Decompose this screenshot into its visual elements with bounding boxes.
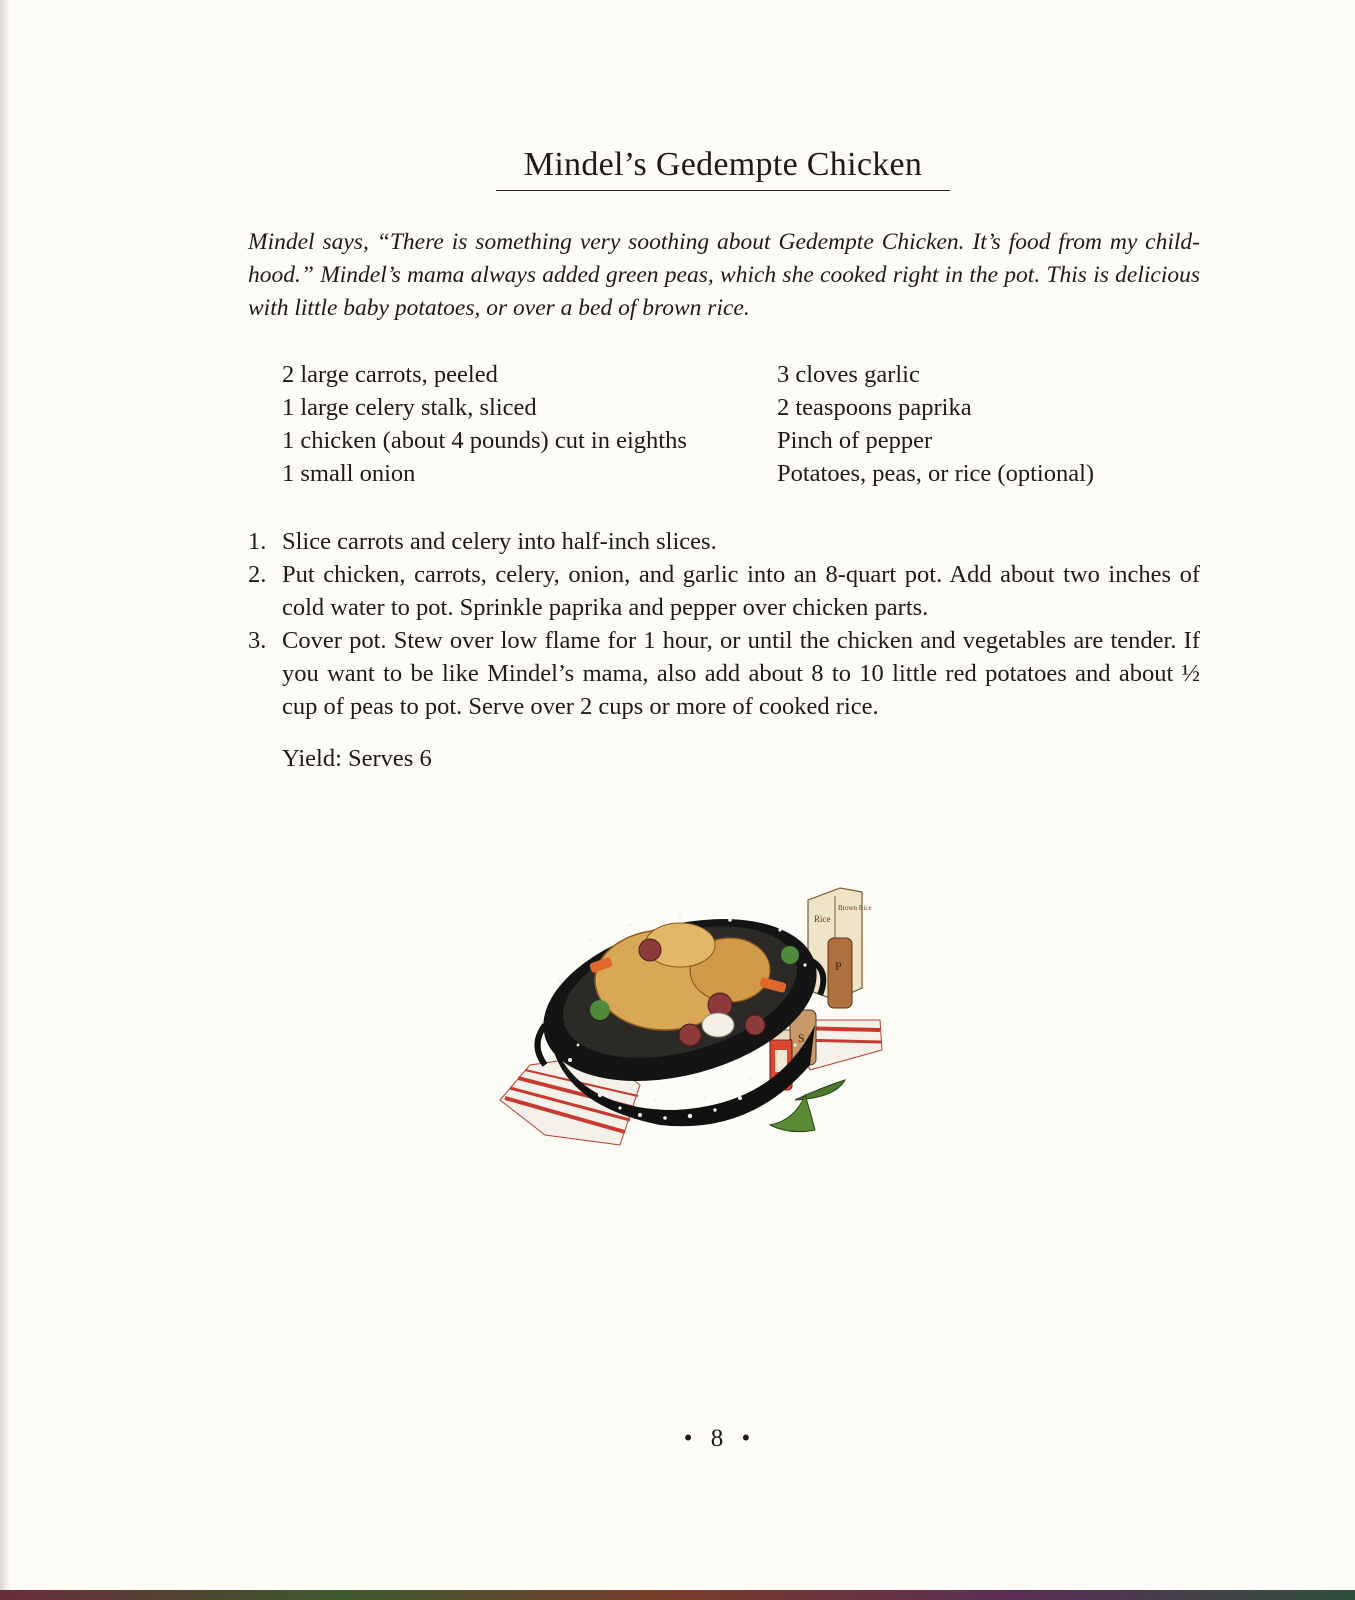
ingredient-item: 3 cloves garlic <box>777 361 920 388</box>
recipe-step <box>248 558 1200 624</box>
recipe-intro: Mindel says, “There is something very soothing about Gedempte Chicken. It’s food from my childhood.” Mindel’s mama always added green peas, which she cooked right in the pot. This is delicious with little baby potatoes, or over a bed of brown rice. <box>248 229 1200 321</box>
svg-text:P: P <box>835 959 842 973</box>
ingredient-item: Potatoes, peas, or rice (optional) <box>777 460 1095 487</box>
recipe-title: Mindel’s Gedempte Chicken <box>496 146 950 191</box>
ingredient-item: 1 large celery stalk, sliced <box>282 394 537 421</box>
step-number: 3. <box>248 627 267 654</box>
recipe-step <box>248 525 1200 558</box>
page-edge-shadow <box>0 0 10 1600</box>
svg-text:S: S <box>798 1031 805 1045</box>
recipe-step <box>248 624 1200 723</box>
page-number: • 8 • <box>683 1425 757 1452</box>
ingredients-right-column <box>777 358 1177 490</box>
step-text: Slice carrots and celery into half-inch slices. <box>282 528 717 555</box>
ingredient-item: 2 large carrots, peeled <box>282 361 498 388</box>
ingredient-item: 2 teaspoons paprika <box>777 394 972 421</box>
step-text: Cover pot. Stew over low flame for 1 hour, or until the chicken and vegetables are tender. If you want to be like Mindel’s mama, also add about 8 to 10 little red potatoes and about ½ cup of peas to pot. Serve over 2 cups or more of cooked rice. <box>282 627 1200 720</box>
ingredient-item: Pinch of pepper <box>777 427 933 454</box>
step-number: 1. <box>248 528 267 555</box>
pepper-shaker <box>828 938 852 1008</box>
ingredients-left-column <box>282 358 762 490</box>
recipe-steps <box>248 525 1200 723</box>
ingredient-item: 1 small onion <box>282 460 416 487</box>
rice-box-label-side: Brown Rice <box>838 904 872 912</box>
ingredient-item: 1 chicken (about 4 pounds) cut in eighths <box>282 427 687 454</box>
recipe-yield: Yield: Serves 6 <box>282 745 432 772</box>
bottom-edge-strip <box>0 1590 1355 1600</box>
step-text: Put chicken, carrots, celery, onion, and garlic into an 8-quart pot. Add about two inches of cold water to pot. Sprinkle paprika and pepper over chicken parts. <box>282 561 1200 621</box>
step-number: 2. <box>248 561 267 588</box>
pot-illustration <box>490 870 910 1170</box>
rice-box-label: Rice <box>814 914 831 924</box>
